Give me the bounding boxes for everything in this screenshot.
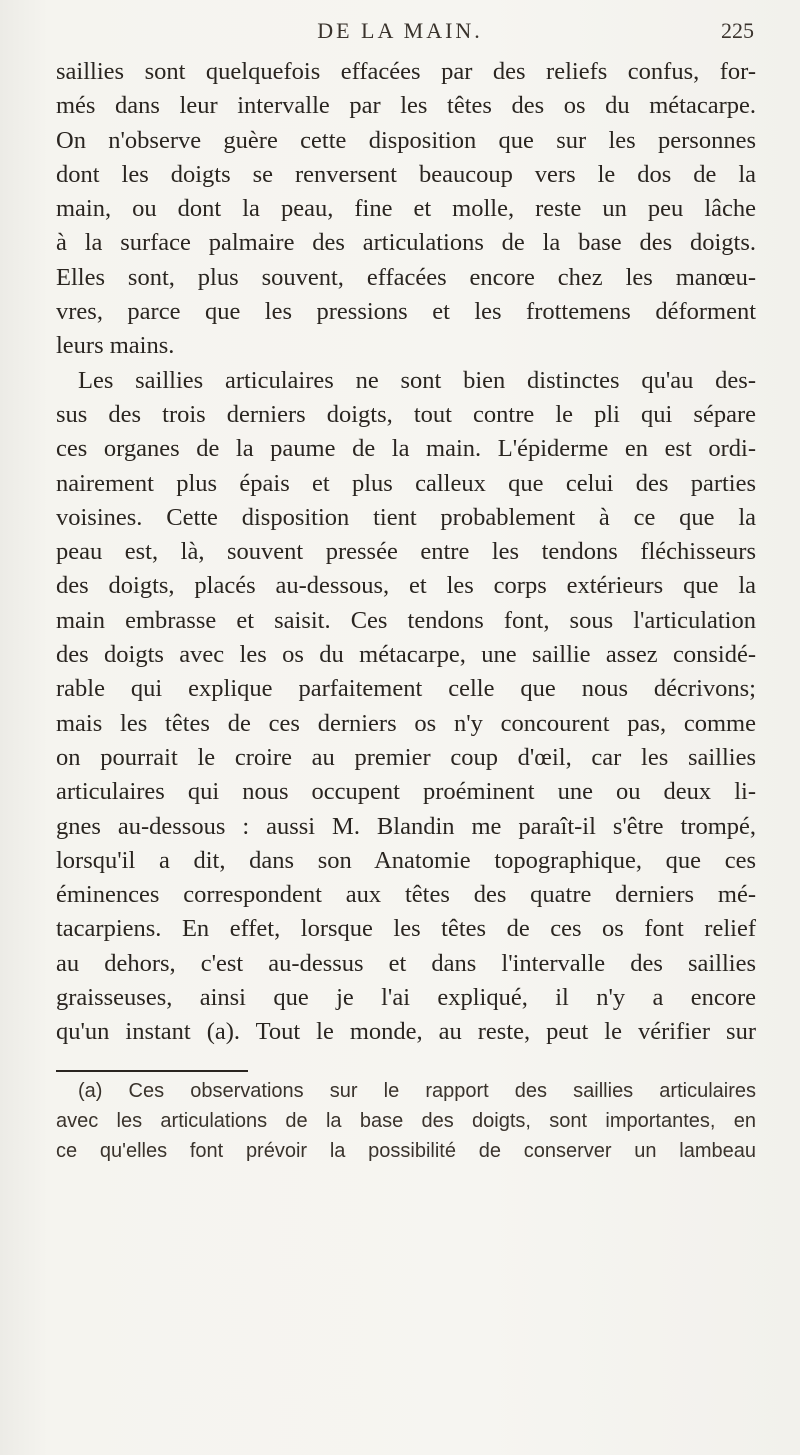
footnote-line: (a) Ces observations sur le rapport des saillies articulaires — [78, 1080, 756, 1102]
text-line: on pourrait le croire au premier coup d'œil, car les saillies — [56, 743, 756, 771]
text-line: nairement plus épais et plus calleux que celui des parties — [56, 469, 756, 497]
text-line: sus des trois derniers doigts, tout contre le pli qui sépare — [56, 400, 756, 428]
text-line: éminences correspondent aux têtes des quatre derniers mé- — [56, 881, 756, 909]
text-line: Elles sont, plus souvent, effacées encore chez les manœu- — [56, 263, 756, 291]
text-line: qu'un instant (a). Tout le monde, au reste, peut le vérifier sur — [56, 1018, 756, 1046]
footnote — [56, 1076, 756, 1166]
text-line: main embrasse et saisit. Ces tendons font, sous l'articulation — [56, 606, 756, 634]
text-line: ces organes de la paume de la main. L'épiderme en est ordi- — [56, 435, 756, 463]
footnote-rule — [56, 1070, 248, 1072]
text-line: vres, parce que les pressions et les frottemens déforment — [56, 298, 756, 326]
text-line: més dans leur intervalle par les têtes des os du métacarpe. — [56, 92, 756, 120]
footnote-line: avec les articulations de la base des doigts, sont importantes, en — [56, 1110, 756, 1132]
text-line: à la surface palmaire des articulations de la base des doigts. — [56, 229, 756, 257]
text-line: saillies sont quelquefois effacées par des reliefs confus, for- — [56, 58, 756, 85]
text-line: On n'observe guère cette disposition que sur les personnes — [56, 126, 756, 154]
running-title: DE LA MAIN. — [317, 18, 483, 43]
text-line: lorsqu'il a dit, dans son Anatomie topographique, que ces — [56, 846, 756, 874]
text-line: peau est, là, souvent pressée entre les tendons fléchisseurs — [56, 538, 756, 566]
body-text — [56, 55, 756, 1050]
text-line: rable qui explique parfaitement celle que nous décrivons; — [56, 675, 756, 703]
text-line: voisines. Cette disposition tient probablement à ce que la — [56, 503, 756, 531]
text-line: mais les têtes de ces derniers os n'y concourent pas, comme — [56, 709, 756, 737]
text-line: des doigts avec les os du métacarpe, une saillie assez considé- — [56, 641, 756, 669]
text-line: main, ou dont la peau, fine et molle, reste un peu lâche — [56, 195, 756, 223]
text-line: tacarpiens. En effet, lorsque les têtes de ces os font relief — [56, 915, 756, 943]
text-line: articulaires qui nous occupent proéminent une ou deux li- — [56, 778, 756, 806]
footnote-line: ce qu'elles font prévoir la possibilité de conserver un lambeau — [56, 1140, 756, 1162]
text-line: gnes au-dessous : aussi M. Blandin me paraît-il s'être trompé, — [56, 812, 756, 840]
text-line: des doigts, placés au-dessous, et les corps extérieurs que la — [56, 572, 756, 600]
text-line: dont les doigts se renversent beaucoup vers le dos de la — [56, 160, 756, 188]
running-head — [0, 12, 800, 52]
text-line: graisseuses, ainsi que je l'ai expliqué, il n'y a encore — [56, 984, 756, 1012]
text-line: leurs mains. — [56, 332, 175, 360]
text-line: au dehors, c'est au-dessus et dans l'intervalle des saillies — [56, 949, 756, 977]
text-line: Les saillies articulaires ne sont bien distinctes qu'au des- — [78, 366, 756, 394]
page-number: 225 — [721, 18, 754, 43]
